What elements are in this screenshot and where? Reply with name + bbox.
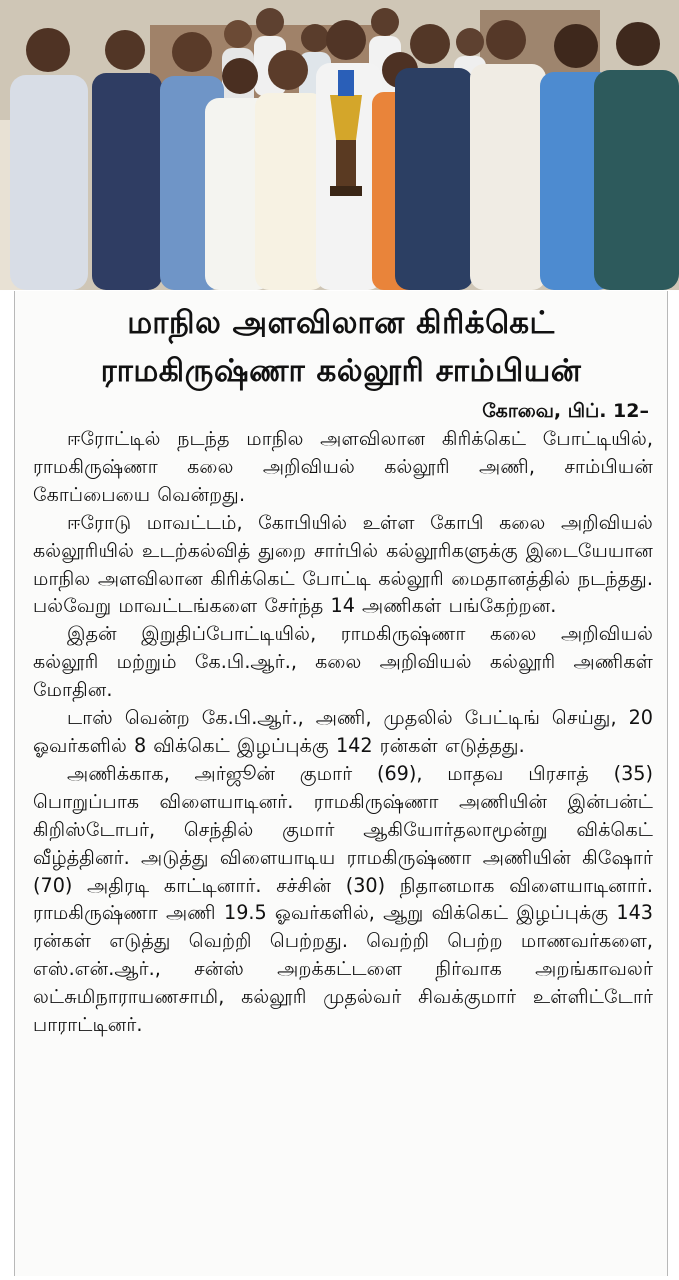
team-photo-illustration — [0, 0, 679, 290]
headline-line-2: ராமகிருஷ்ணா கல்லூரி சாம்பியன் — [100, 353, 582, 389]
paragraph: அணிக்காக, அர்ஜூன் குமார் (69), மாதவ பிரசாத் (35) பொறுப்பாக விளையாடினர். ராமகிருஷ்ணா அணியின் இன்பன்ட் கிறிஸ்டோபர், செந்தில் குமார் ஆகியோர்தலாமூன்று விக்கெட் வீழ்த்தினர். அடுத்து விளையாடிய ராமகிருஷ்ணா அணியின் கிஷோர் (70) அதிரடி காட்டினார். சச்சின் (30) நிதானமாக விளையாடினார். ராமகிருஷ்ணா அணி 19.5 ஓவர்களில், ஆறு விக்கெட் இழப்புக்கு 143 ரன்கள் எடுத்து வெற்றி பெற்றது. வெற்றி பெற்ற மாணவர்களை, எஸ்.என்.ஆர்., சன்ஸ் அறக்கட்டளை நிர்வாக அறங்காவலர் லட்சுமிநாராயணசாமி, கல்லூரி முதல்வர் சிவக்குமார் உள்ளிட்டோர் பாராட்டினர். — [33, 761, 653, 1037]
newspaper-article — [14, 291, 668, 1276]
paragraph: இதன் இறுதிப்போட்டியில், ராமகிருஷ்ணா கலை அறிவியல் கல்லூரி மற்றும் கே.பி.ஆர்., கலை அறிவியல் கல்லூரி அணிகள் மோதின. — [33, 622, 653, 702]
dateline: கோவை, பிப். 12– — [482, 400, 649, 422]
paragraph: ஈரோட்டில் நடந்த மாநில அளவிலான கிரிக்கெட் போட்டியில், ராமகிருஷ்ணா கலை அறிவியல் கல்லூரி அணி, சாம்பியன் கோப்பையை வென்றது. — [33, 427, 653, 506]
headline-line-1: மாநில அளவிலான கிரிக்கெட் — [127, 305, 555, 341]
paragraph: ஈரோடு மாவட்டம், கோபியில் உள்ள கோபி கலை அறிவியல் கல்லூரியில் உடற்கல்வித் துறை சார்பில் கல்லூரிகளுக்கு இடையேயான மாநில அளவிலான கிரிக்கெட் போட்டி கல்லூரி மைதானத்தில் நடந்தது. பல்வேறு மாவட்டங்களை சேர்ந்த 14 அணிகள் பங்கேற்றன. — [33, 510, 653, 618]
article-body — [15, 425, 667, 1039]
paragraph: டாஸ் வென்ற கே.பி.ஆர்., அணி, முதலில் பேட்டிங் செய்து, 20 ஓவர்களில் 8 விக்கெட் இழப்புக்கு 142 ரன்கள் எடுத்தது. — [33, 706, 653, 757]
team-trophy-photo — [0, 0, 679, 290]
